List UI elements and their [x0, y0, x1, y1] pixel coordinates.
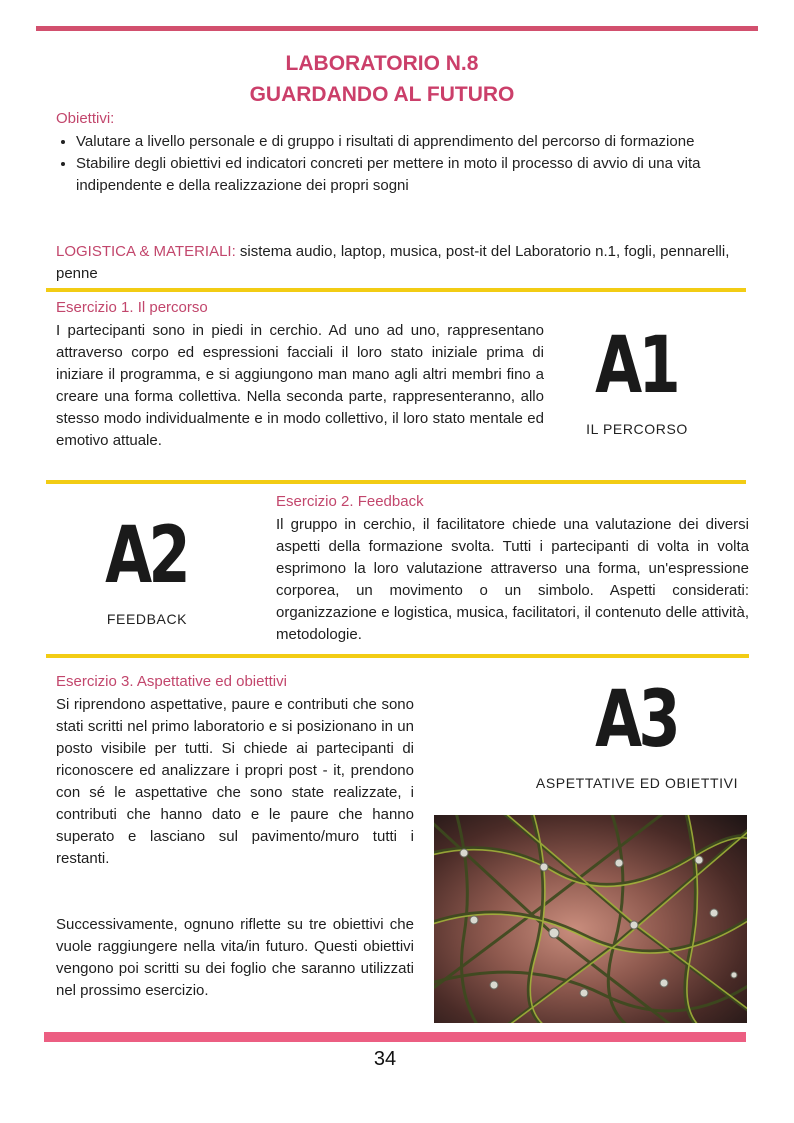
- title-line-2: GUARDANDO AL FUTURO: [249, 83, 515, 106]
- objectives-label: Obiettivi:: [56, 110, 115, 127]
- exercise3-body-2: Successivamente, ognuno riflette su tre obiettivi che vuole raggiungere nella vita/in futuro. Questi obiettivi vengono poi scritti su dei foglio che saranno utilizzati nel prossimo esercizio.: [56, 916, 414, 999]
- logistics-text: sistema audio, laptop, musica, post-it del Laboratorio n.1, fogli, pennarelli, penne: [56, 243, 730, 282]
- exercise3-heading: Esercizio 3. Aspettative ed obiettivi: [56, 673, 287, 690]
- objectives-list-container: [56, 131, 746, 197]
- exercise2-heading: Esercizio 2. Feedback: [276, 493, 424, 510]
- exercise1-code: A1: [595, 321, 677, 411]
- section-divider: [46, 654, 749, 658]
- objective-item: • Valutare a livello personale e di gruppo i risultati di apprendimento del percorso di formazione: [76, 131, 746, 153]
- logistics-label: LOGISTICA & MATERIALI:: [56, 243, 236, 260]
- rope-net-photo: [434, 815, 747, 1023]
- exercise2-caption: FEEDBACK: [106, 611, 188, 627]
- exercise1-heading: Esercizio 1. Il percorso: [56, 299, 208, 316]
- section-divider: [46, 480, 746, 484]
- exercise3-code: A3: [595, 675, 677, 765]
- bottom-bar: [44, 1032, 746, 1042]
- exercise3-body-1: Si riprendono aspettative, paure e contributi che sono stati scritti nel primo laboratorio e si posizionano in un posto visibile per tutti. Si chiede ai partecipanti di riconoscere ed analizzare i propri post - it, prendono con sé le aspettative che sono state realizzate, i contributi che hanno dato e le paure che hanno superato e lasciano sul pavimento/muro tutti i restanti.: [56, 696, 414, 867]
- objectives-list: [56, 131, 746, 197]
- logistics-paragraph: [56, 241, 756, 285]
- page-title: [0, 48, 764, 110]
- exercise2-body: Il gruppo in cerchio, il facilitatore chiede una valutazione dei diversi aspetti della formazione svolta. Tutti i partecipanti di volta in volta esprimono la loro valutazione attraverso una forma, un'espressione corporea, un movimento o un simbolo. Aspetti considerati: organizzazione e logistica, musica, facilitatori, il contenuto delle attività, metodologie.: [276, 516, 749, 643]
- exercise2-code: A2: [105, 511, 187, 601]
- exercise1-caption: IL PERCORSO: [586, 421, 688, 437]
- top-divider: [36, 26, 758, 31]
- exercise1-body: I partecipanti sono in piedi in cerchio. Ad uno ad uno, rappresentano attraverso corpo ed espressioni facciali il loro stato iniziale prima di iniziare il programma, e si aggiungono man mano agli altri membri fino a creare una forma collettiva. Nella seconda parte, rappresenteranno, allo stesso modo individualmente e in modo collettivo, il loro stato mentale ed emotivo attuale.: [56, 322, 544, 449]
- rope-net-illustration: [434, 815, 747, 1023]
- page-number: 34: [373, 1048, 397, 1070]
- section-divider: [46, 288, 746, 292]
- exercise3-caption: ASPETTATIVE ED OBIETTIVI: [535, 775, 739, 791]
- title-line-1: LABORATORIO N.8: [285, 52, 479, 75]
- objective-item: • Stabilire degli obiettivi ed indicatori concreti per mettere in moto il processo di avvio di una vita indipendente e della realizzazione dei propri sogni: [76, 153, 746, 197]
